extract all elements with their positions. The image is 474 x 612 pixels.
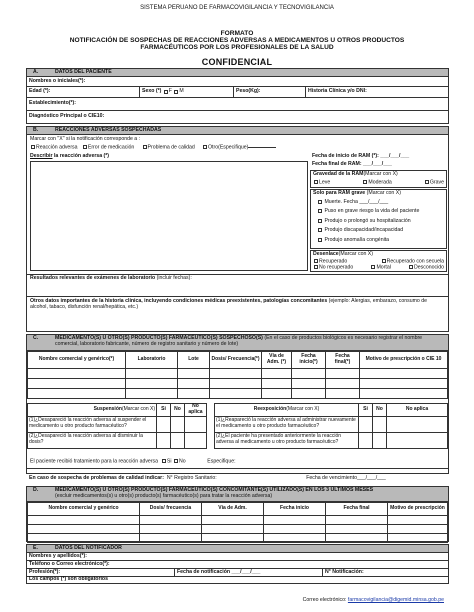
col-motivo: Motivo de prescripción o CIE 10 bbox=[360, 352, 448, 369]
mortal-checkbox[interactable] bbox=[371, 265, 375, 269]
reex-q2: (2)¿El paciente ha presentado anteriormente la reacción adversa al medicamento u otro producto farmacéutico? bbox=[215, 432, 359, 448]
row-establecimiento bbox=[27, 98, 448, 111]
sexo-field: Sexo (*) F M bbox=[140, 87, 234, 97]
suspect-drugs-table bbox=[27, 351, 448, 399]
obligatorios-note: Los campos (*) son obligatorios bbox=[29, 576, 108, 583]
concomitant-table bbox=[27, 502, 448, 543]
section-c-note: (En el caso de productos biológicos es necesario registrar el nombre comercial, laboratorio fabricante, número de registro sanitario y número de lote) bbox=[55, 335, 423, 347]
tratamiento-no-checkbox[interactable] bbox=[174, 459, 178, 463]
row-edad bbox=[27, 87, 448, 98]
desenlace-box: Desenlace(Marcar con X) Recuperado Recuperado con secuela No recuperado Mortal Desconocido bbox=[310, 250, 447, 272]
section-d-header: D. MEDICAMENTO(S) U OTRO(S) PRODUCTO(S) FARMACÉUTICO(S) CONCOMITANTE(S) UTILIZADO(S) EN LOS 3 ÚLTIMOS MESES (excluir medicamentos(s) u otro(s) producto(s) farmacéutico(s) para tratar la reacción adversa) bbox=[27, 487, 448, 502]
recuperado-secuela-checkbox[interactable] bbox=[382, 259, 386, 263]
table-row[interactable] bbox=[28, 389, 448, 399]
section-e bbox=[26, 544, 449, 584]
footer bbox=[303, 598, 444, 604]
suspension-table: Suspensión(Marcar con X) Si No No aplica Reexposición(Marcar con X) Si No No aplica (1)¿Desapareció la reacción adversa al suspender el medicamento u otro producto farmacéutico? (1)¿Reapareció la reacción adversa al administrar nuevamente el medicamento u otro producto farmacéutico? (2)¿Desapareció la reacción adversa al disminuir la dosis? (2)¿El paciente ha presentado anteriormente la reacción adversa al medicamento u otro producto farmacéutico? bbox=[27, 403, 448, 449]
col-nombre: Nombre comercial y genérico(*) bbox=[28, 352, 126, 369]
system-name: SISTEMA PERUANO DE FARMACOVIGILANCIA Y TECNOVIGILANCIA bbox=[140, 5, 334, 11]
col-lote: Lote bbox=[178, 352, 210, 369]
section-d-note: (excluir medicamentos(s) u otro(s) producto(s) farmacéutico(s) para tratar la reacción adversa) bbox=[55, 492, 273, 499]
grave-opt-1: Muerte. Fecha ___/___/___ bbox=[317, 198, 440, 208]
tratamiento-si-checkbox[interactable] bbox=[162, 459, 166, 463]
leve-checkbox[interactable] bbox=[314, 180, 318, 184]
fecha-inicio-field[interactable]: Fecha de inicio de RAM (*): ___/___/___ bbox=[312, 153, 410, 159]
especifique-field[interactable]: Especifique: bbox=[207, 458, 236, 465]
col-motivo: Motivo de prescripción bbox=[388, 503, 448, 516]
reex-q1: (1)¿Reapareció la reacción adversa al administrar nuevamente el medicamento u otro producto farmacéutico? bbox=[215, 416, 359, 432]
section-e-header: E. DATOS DEL NOTIFICADOR bbox=[27, 545, 448, 553]
opt-error-checkbox[interactable] bbox=[83, 145, 87, 149]
opt-reaccion-checkbox[interactable] bbox=[31, 145, 35, 149]
col-fecha-inicio: Fecha inicio bbox=[264, 503, 326, 516]
moderada-checkbox[interactable] bbox=[363, 180, 367, 184]
describir-textarea[interactable] bbox=[30, 161, 308, 271]
confidential-label: CONFIDENCIAL bbox=[201, 57, 273, 67]
table-row[interactable] bbox=[28, 516, 448, 525]
gravedad-box: Gravedad de la RAM(Marcar con X) Leve Moderada Grave bbox=[310, 170, 447, 188]
col-laboratorio: Laboratorio bbox=[126, 352, 178, 369]
describir-label: Describir la reacción adversa (*) bbox=[30, 153, 110, 159]
col-via: Vía de Adm. (*) bbox=[262, 352, 292, 369]
notification-type-options: Reacción adversa Error de medicación Problema de calidad Otro(Especifique) bbox=[30, 145, 276, 151]
grave-opt-2: Puso en grave riesgo la vida del paciente bbox=[317, 207, 440, 217]
section-b bbox=[26, 126, 449, 332]
no-recuperado-checkbox[interactable] bbox=[314, 265, 318, 269]
row-diagnostico bbox=[27, 111, 448, 122]
table-header-row bbox=[28, 352, 448, 369]
table-row[interactable] bbox=[28, 525, 448, 534]
row-nombres bbox=[27, 77, 448, 87]
edad-field[interactable]: Edad (*): bbox=[27, 87, 140, 97]
section-a-title: DATOS DEL PACIENTE bbox=[55, 68, 112, 75]
notificacion-numero-field[interactable]: N° Notificación: bbox=[325, 568, 364, 575]
footer-email-link[interactable]: farmacovigilancia@digemid.minsa.gob.pe bbox=[347, 597, 444, 603]
col-fecha-final: Fecha final bbox=[326, 503, 388, 516]
section-c-title: MEDICAMENTO(S) U OTRO(S) PRODUCTO(S) FARMACÉUTICO(S) SOSPECHOSO(S) bbox=[55, 335, 263, 341]
format-label: FORMATO bbox=[220, 30, 254, 37]
section-e-title: DATOS DEL NOTIFICADOR bbox=[55, 544, 122, 551]
susp-q2: (2)¿Desapareció la reacción adversa al disminuir la dosis? bbox=[28, 432, 157, 448]
section-a-header: A. DATOS DEL PACIENTE bbox=[27, 69, 448, 77]
recuperado-checkbox[interactable] bbox=[314, 259, 318, 263]
opt-otro-checkbox[interactable] bbox=[203, 145, 207, 149]
notification-type-label: Marcar con "X" si la notificación corresponde a : bbox=[30, 136, 141, 142]
title-line-1: NOTIFICACIÓN DE SOSPECHAS DE REACCIONES ADVERSAS A MEDICAMENTOS U OTROS PRODUCTOS bbox=[69, 37, 405, 44]
section-b-header: B. REACCIONES ADVERSAS SOSPECHADAS bbox=[27, 127, 448, 135]
table-row[interactable] bbox=[28, 379, 448, 389]
col-dosis: Dosis/ frecuencia bbox=[140, 503, 202, 516]
peso-field[interactable]: Peso(Kg): bbox=[234, 87, 306, 97]
historia-field[interactable]: Historia Clínica y/o DNI: bbox=[308, 88, 367, 95]
table-header-row bbox=[28, 503, 448, 516]
section-c-header: C. MEDICAMENTO(S) U OTRO(S) PRODUCTO(S) FARMACÉUTICO(S) SOSPECHOSO(S) (En el caso de productos biológicos es necesario registrar el nombre comercial, laboratorio fabricante, número de registro sanitario y número de lote) bbox=[27, 335, 448, 351]
section-d bbox=[26, 486, 449, 542]
grave-opt-4: Produjo discapacidad/incapacidad bbox=[317, 226, 440, 236]
notificador-telefono-field[interactable]: Teléfono o Correo electrónico(*): bbox=[29, 560, 110, 567]
desconocido-checkbox[interactable] bbox=[409, 265, 413, 269]
susp-q1: (1)¿Desapareció la reacción adversa al suspender el medicamento u otro producto farmacéutico? bbox=[28, 416, 157, 432]
table-row[interactable] bbox=[28, 369, 448, 379]
notificador-nombres-field[interactable]: Nombres y apellidos(*): bbox=[29, 552, 87, 559]
grave-checkbox[interactable] bbox=[425, 180, 429, 184]
nombres-field[interactable]: Nombres o iniciales(*): bbox=[29, 77, 86, 84]
section-a bbox=[26, 68, 449, 124]
grave-opt-3: Produjo o prolongó su hospitalización bbox=[317, 217, 440, 227]
registro-field[interactable]: N° Registro Sanitario: bbox=[166, 475, 217, 481]
sexo-m-checkbox[interactable] bbox=[174, 90, 178, 94]
table-row[interactable] bbox=[28, 534, 448, 543]
fecha-final-field[interactable]: Fecha final de RAM: ___/___/___ bbox=[312, 161, 392, 167]
section-d-title: MEDICAMENTO(S) U OTRO(S) PRODUCTO(S) FARMACÉUTICO(S) CONCOMITANTE(S) UTILIZADO(S) EN LOS 3 ÚLTIMOS MESES bbox=[55, 487, 374, 493]
col-fecha-inicio: Fecha inicio(*) bbox=[292, 352, 326, 369]
section-b-title: REACCIONES ADVERSAS SOSPECHADAS bbox=[55, 126, 162, 133]
notificacion-fecha-field[interactable]: Fecha de notificación ___/___/___ bbox=[175, 569, 323, 576]
title-line-2: FARMACÉUTICOS POR LOS PROFESIONALES DE LA SALUD bbox=[140, 44, 334, 51]
col-via: Vía de Adm. bbox=[202, 503, 264, 516]
resultados-field[interactable]: Resultados relevantes de exámenes de laboratorio (incluir fechas): bbox=[30, 275, 192, 281]
sexo-f-checkbox[interactable] bbox=[164, 90, 168, 94]
col-fecha-final: Fecha final(*) bbox=[326, 352, 360, 369]
opt-calidad-checkbox[interactable] bbox=[143, 145, 147, 149]
col-dosis: Dosis/ Frecuencia(*) bbox=[210, 352, 262, 369]
diagnostico-field[interactable]: Diagnóstico Principal o CIE10: bbox=[29, 112, 105, 119]
solo-grave-box: Solo para RAM grave (Marcar con X) Muerte. Fecha ___/___/___ Puso en grave riesgo la vida del paciente Produjo o prolongó su hospitalización Produjo discapacidad/incapacidad Produjo anomalía congénita bbox=[310, 189, 447, 249]
section-c bbox=[26, 334, 449, 474]
tratamiento-row: El paciente recibió tratamiento para la reacción adversa Si No Especifique: bbox=[30, 458, 236, 465]
vencimiento-field[interactable]: Fecha de vencimiento___/___/___ bbox=[306, 475, 386, 481]
grave-opt-5: Produjo anomalía congénita bbox=[317, 236, 440, 246]
notificador-profesion-field[interactable]: Profesión(*): bbox=[27, 569, 175, 576]
establecimiento-field[interactable]: Establecimiento(*): bbox=[29, 100, 76, 107]
col-nombre: Nombre comercial y genérico bbox=[28, 503, 140, 516]
otros-datos-field[interactable]: Otros datos importantes de la historia clínica, incluyendo condiciones médicas preexistentes, patologías concomitantes (ejemplo: Alergias, embarazo, consumo de alcohol, tabaco, disfunción renal/hepática, etc.) bbox=[30, 298, 427, 310]
quality-row: En caso de sospecha de problemas de calidad indicar: N° Registro Sanitario: Fecha de vencimiento___/___/___ bbox=[29, 475, 386, 481]
footer-label: Correo electrónico: bbox=[302, 597, 347, 603]
